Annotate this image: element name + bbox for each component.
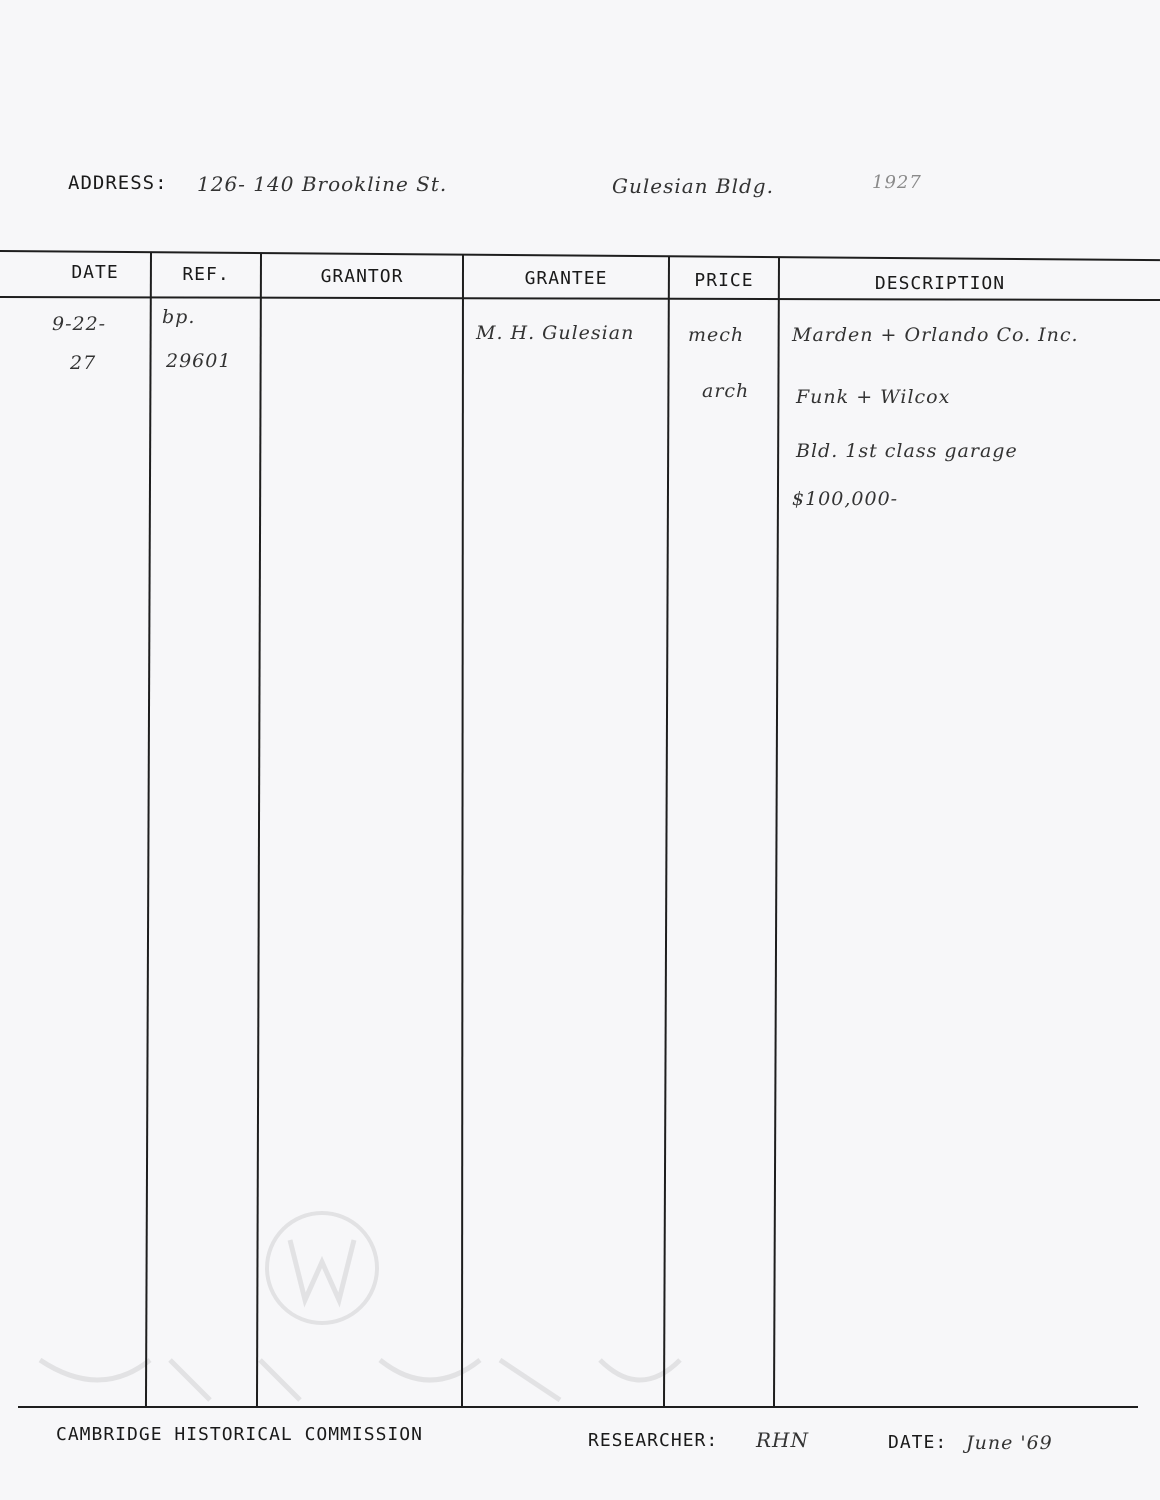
column-header-grantor: GRANTOR bbox=[320, 266, 404, 287]
entry-date-line1: 9-22- bbox=[52, 313, 107, 335]
entry-description-line: $100,000- bbox=[792, 488, 899, 510]
entry-ref-line2: 29601 bbox=[166, 350, 232, 372]
footer-date-label: DATE: bbox=[888, 1432, 948, 1453]
table-bottom-rule bbox=[18, 1406, 1138, 1408]
entry-ref-line1: bp. bbox=[162, 306, 196, 328]
building-name: Gulesian Bldg. bbox=[612, 174, 774, 198]
footer-date-value: June '69 bbox=[966, 1432, 1053, 1454]
column-header-date: DATE bbox=[71, 262, 119, 283]
entry-description-line: Marden + Orlando Co. Inc. bbox=[792, 324, 1079, 346]
entry-description-line: Funk + Wilcox bbox=[796, 386, 951, 408]
address-label: ADDRESS: bbox=[68, 172, 168, 194]
column-header-description: DESCRIPTION bbox=[874, 273, 1006, 294]
address-value: 126- 140 Brookline St. bbox=[197, 172, 448, 196]
researcher-label: RESEARCHER: bbox=[588, 1430, 719, 1451]
column-header-grantee: GRANTEE bbox=[524, 268, 608, 289]
entry-description-line: Bld. 1st class garage bbox=[796, 440, 1018, 462]
entry-grantee: M. H. Gulesian bbox=[476, 322, 635, 344]
entry-price-line2: arch bbox=[702, 380, 750, 402]
entry-price-line1: mech bbox=[688, 324, 745, 346]
column-header-ref: REF. bbox=[182, 264, 230, 285]
entry-date-line2: 27 bbox=[70, 352, 97, 374]
year-note: 1927 bbox=[872, 172, 922, 193]
researcher-value: RHN bbox=[756, 1428, 809, 1452]
column-header-price: PRICE bbox=[694, 270, 754, 291]
organization-name: CAMBRIDGE HISTORICAL COMMISSION bbox=[56, 1424, 423, 1445]
